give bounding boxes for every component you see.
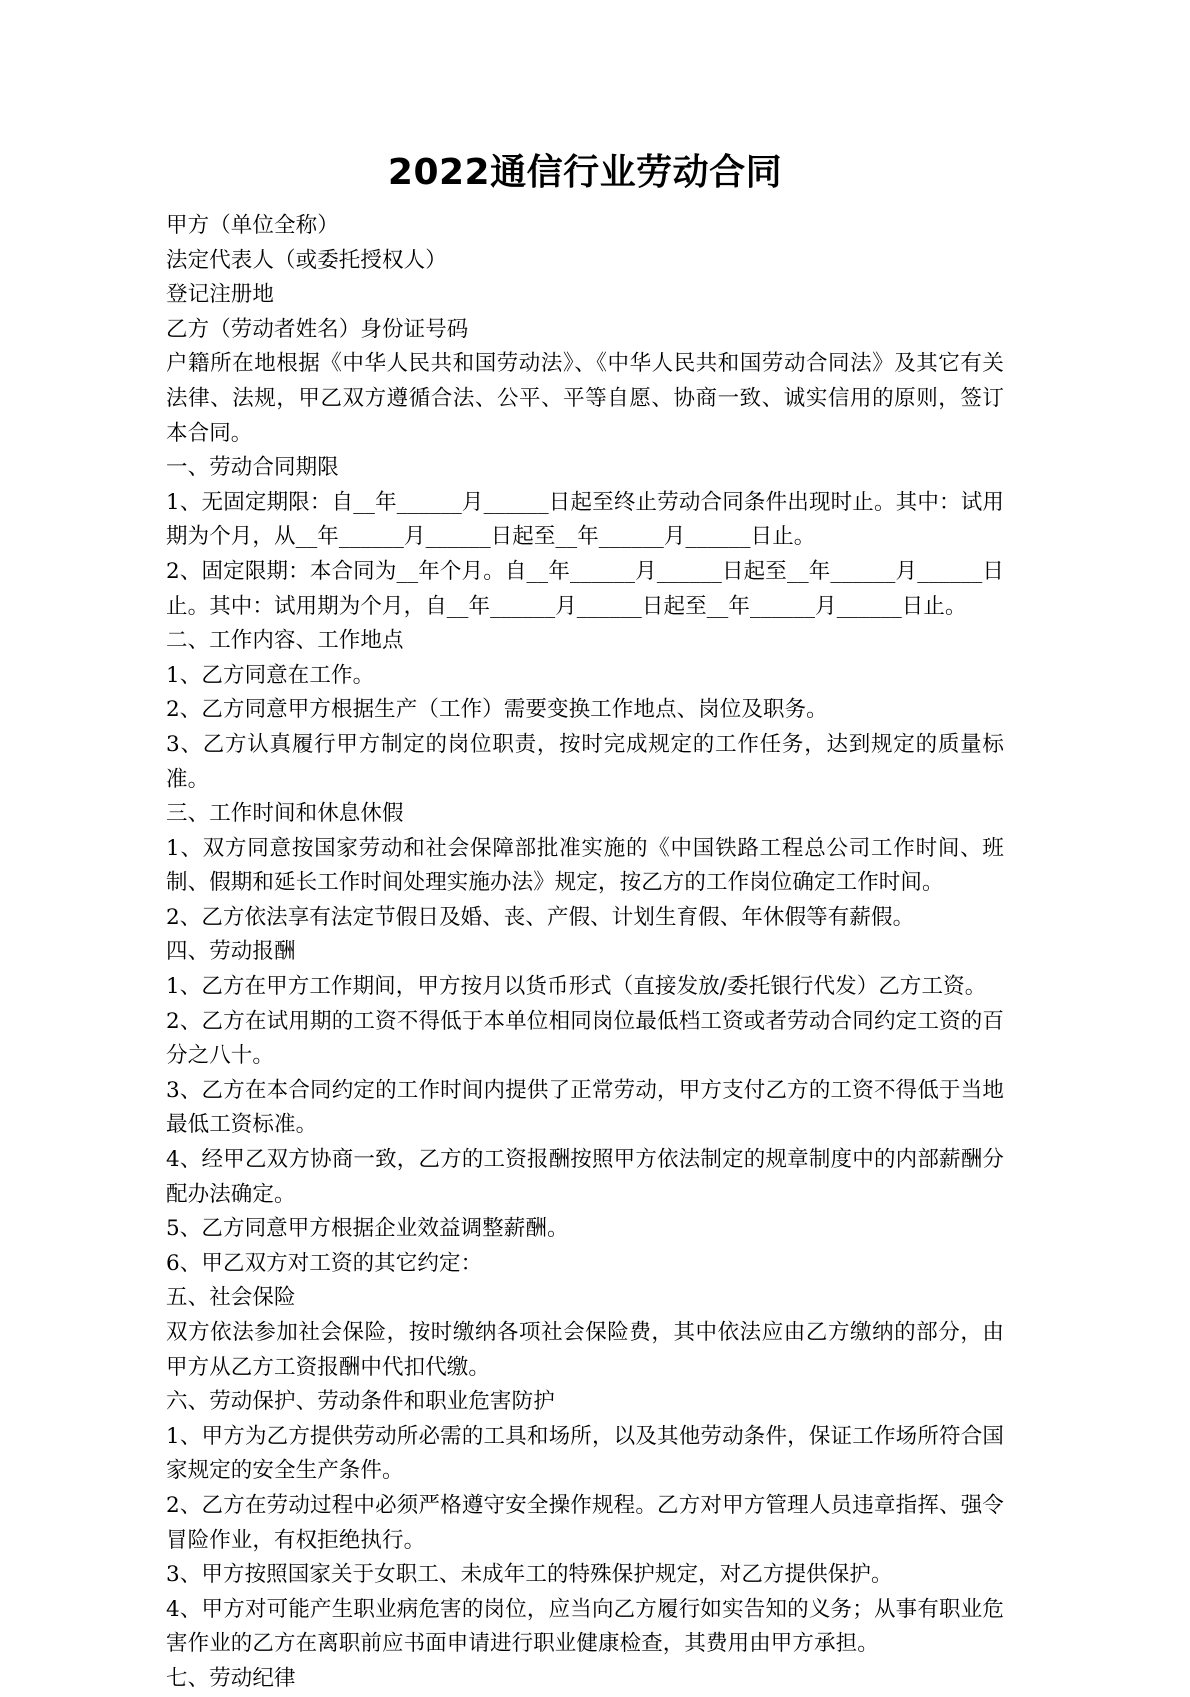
paragraph-section-6-item-1: 1、甲方为乙方提供劳动所必需的工具和场所，以及其他劳动条件，保证工作场所符合国家规定的安全生产条件。 bbox=[166, 1423, 1004, 1484]
document-body bbox=[166, 209, 1004, 1697]
paragraph-section-4-item-1: 1、乙方在甲方工作期间，甲方按月以货币形式（直接发放/委托银行代发）乙方工资。 bbox=[166, 974, 987, 1000]
paragraph-section-6-item-2: 2、乙方在劳动过程中必须严格遵守安全操作规程。乙方对甲方管理人员违章指挥、强令冒险作业，有权拒绝执行。 bbox=[166, 1492, 1004, 1553]
paragraph-section-4-item-6: 6、甲乙双方对工资的其它约定： bbox=[166, 1250, 483, 1276]
paragraph-registered-address: 登记注册地 bbox=[166, 282, 275, 308]
paragraph-section-4-item-5: 5、乙方同意甲方根据企业效益调整薪酬。 bbox=[166, 1216, 569, 1242]
heading-section-2: 二、工作内容、工作地点 bbox=[166, 628, 404, 654]
paragraph-section-5-body: 双方依法参加社会保险，按时缴纳各项社会保险费，其中依法应由乙方缴纳的部分，由甲方从乙方工资报酬中代扣代缴。 bbox=[166, 1320, 1004, 1380]
paragraph-section-2-item-2: 2、乙方同意甲方根据生产（工作）需要变换工作地点、岗位及职务。 bbox=[166, 697, 828, 723]
paragraph-party-b: 乙方（劳动者姓名）身份证号码 bbox=[166, 316, 469, 342]
paragraph-section-4-item-2: 2、乙方在试用期的工资不得低于本单位相同岗位最低档工资或者劳动合同约定工资的百分之八十。 bbox=[166, 1008, 1004, 1069]
paragraph-section-2-item-3: 3、乙方认真履行甲方制定的岗位职责，按时完成规定的工作任务，达到规定的质量标准。 bbox=[166, 731, 1004, 792]
paragraph-section-6-item-3: 3、甲方按照国家关于女职工、未成年工的特殊保护规定，对乙方提供保护。 bbox=[166, 1562, 893, 1588]
paragraph-section-2-item-1: 1、乙方同意在工作。 bbox=[166, 662, 375, 688]
paragraph-party-a: 甲方（单位全称） bbox=[166, 213, 339, 238]
heading-section-6: 六、劳动保护、劳动条件和职业危害防护 bbox=[166, 1389, 555, 1415]
heading-section-5: 五、社会保险 bbox=[166, 1285, 296, 1311]
page-title: 2022通信行业劳动合同 bbox=[387, 152, 783, 193]
paragraph-section-3-item-2: 2、乙方依法享有法定节假日及婚、丧、产假、计划生育假、年休假等有薪假。 bbox=[166, 904, 915, 930]
paragraph-section-1-item-2: 2、固定限期：本合同为__年个月。自__年______月______日起至__年______月______日止。其中：试用期为个月，自__年______月______日起至__年______月______日止。 bbox=[166, 558, 1004, 619]
paragraph-preamble: 户籍所在地根据《中华人民共和国劳动法》、《中华人民共和国劳动合同法》及其它有关法律、法规，甲乙双方遵循合法、公平、平等自愿、协商一致、诚实信用的原则，签订本合同。 bbox=[166, 351, 1004, 446]
heading-section-4: 四、劳动报酬 bbox=[166, 939, 296, 965]
paragraph-section-6-item-4: 4、甲方对可能产生职业病危害的岗位，应当向乙方履行如实告知的义务；从事有职业危害作业的乙方在离职前应书面申请进行职业健康检查，其费用由甲方承担。 bbox=[166, 1596, 1004, 1657]
heading-section-7: 七、劳动纪律 bbox=[166, 1665, 296, 1691]
paragraph-section-1-item-1: 1、无固定期限：自__年______月______日起至终止劳动合同条件出现时止。其中：试用期为个月，从__年______月______日起至__年______月______日止。 bbox=[166, 489, 1004, 550]
paragraph-legal-representative: 法定代表人（或委托授权人） bbox=[166, 247, 447, 273]
paragraph-section-3-item-1: 1、双方同意按国家劳动和社会保障部批准实施的《中国铁路工程总公司工作时间、班制、假期和延长工作时间处理实施办法》规定，按乙方的工作岗位确定工作时间。 bbox=[166, 835, 1004, 896]
paragraph-section-4-item-4: 4、经甲乙双方协商一致，乙方的工资报酬按照甲方依法制定的规章制度中的内部薪酬分配办法确定。 bbox=[166, 1147, 1004, 1207]
paragraph-section-4-item-3: 3、乙方在本合同约定的工作时间内提供了正常劳动，甲方支付乙方的工资不得低于当地最低工资标准。 bbox=[166, 1077, 1004, 1138]
heading-section-1: 一、劳动合同期限 bbox=[166, 455, 339, 481]
heading-section-3: 三、工作时间和休息休假 bbox=[166, 801, 404, 827]
